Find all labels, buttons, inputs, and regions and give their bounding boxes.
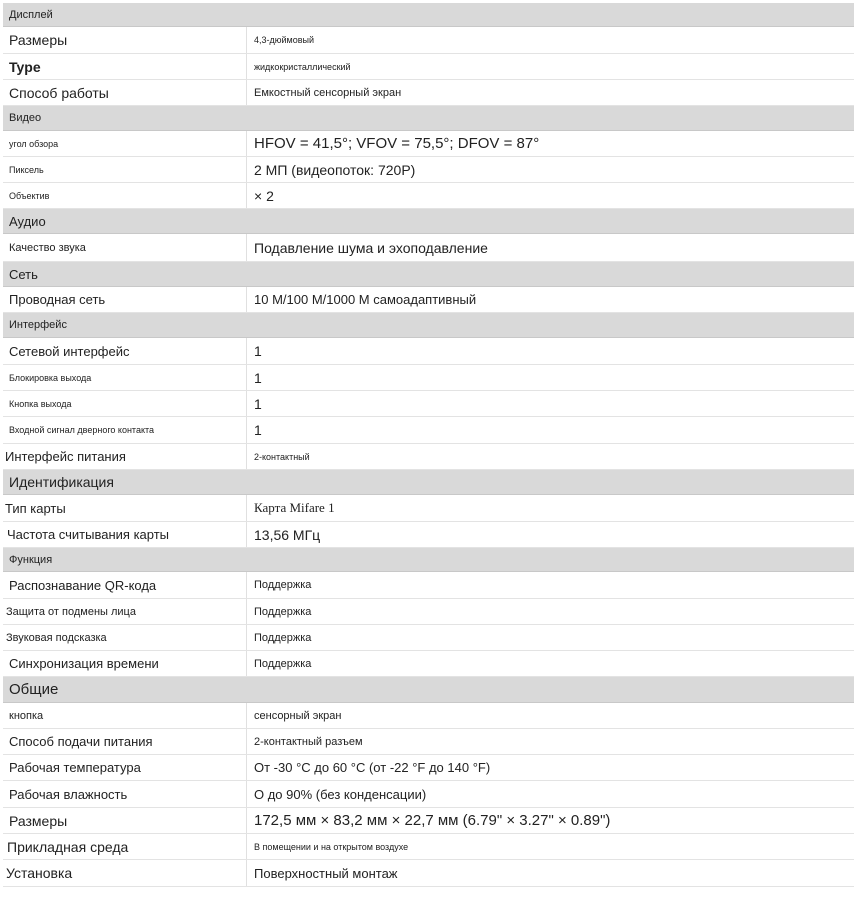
table-row	[3, 54, 854, 80]
row-label: Блокировка выхода	[9, 372, 92, 383]
table-row	[3, 131, 854, 157]
section-title: Аудио	[9, 213, 46, 229]
row-value: О до 90% (без конденсации)	[246, 781, 854, 807]
row-value: сенсорный экран	[246, 703, 854, 728]
row-label: Входной сигнал дверного контакта	[9, 425, 155, 435]
table-row	[3, 860, 854, 887]
table-row	[3, 729, 854, 755]
row-label: Проводная сеть	[9, 292, 106, 307]
row-value: Емкостный сенсорный экран	[246, 80, 854, 105]
table-row	[3, 338, 854, 365]
row-label: угол обзора	[9, 138, 59, 149]
row-label: Сетевой интерфейс	[9, 343, 130, 359]
row-value: 1	[246, 365, 854, 390]
table-row	[3, 625, 854, 651]
row-label: Рабочая влажность	[9, 786, 128, 802]
row-value: Поддержка	[246, 625, 854, 650]
row-value: 13,56 МГц	[246, 522, 854, 547]
section-title: Интерфейс	[9, 319, 67, 331]
section-header-video	[3, 106, 854, 131]
row-value: От -30 °C до 60 °C (от -22 °F до 140 °F)	[246, 755, 854, 780]
row-label: Частота считывания карты	[7, 527, 170, 542]
section-title: Сеть	[9, 266, 38, 282]
row-label: Type	[9, 58, 41, 75]
spec-table	[3, 3, 854, 887]
section-header-interface	[3, 313, 854, 338]
section-header-identification	[3, 470, 854, 495]
table-row	[3, 234, 854, 262]
row-value: жидкокристаллический	[246, 54, 854, 79]
table-row	[3, 755, 854, 781]
row-label: Размеры	[9, 32, 68, 48]
row-label: Способ работы	[9, 84, 109, 101]
row-label: Рабочая температура	[9, 760, 141, 775]
row-value: Карта Mifare 1	[246, 495, 854, 521]
table-row	[3, 417, 854, 444]
table-row	[3, 391, 854, 417]
table-row	[3, 703, 854, 729]
table-row	[3, 522, 854, 548]
row-label: Качество звука	[9, 241, 86, 254]
row-value: 4,3-дюймовый	[246, 27, 854, 53]
row-label: кнопка	[9, 709, 44, 722]
row-value: × 2	[246, 183, 854, 208]
section-header-display	[3, 3, 854, 27]
row-value: Поверхностный монтаж	[246, 860, 854, 886]
section-header-general	[3, 677, 854, 703]
row-label: Прикладная среда	[7, 838, 129, 855]
row-label: Размеры	[9, 812, 68, 829]
table-row	[3, 80, 854, 106]
row-label: Объектив	[9, 190, 50, 201]
row-value: 2 МП (видеопоток: 720P)	[246, 157, 854, 182]
row-label: Звуковая подсказка	[6, 631, 107, 644]
table-row	[3, 183, 854, 209]
table-row	[3, 157, 854, 183]
row-label: Кнопка выхода	[9, 398, 72, 409]
table-row	[3, 444, 854, 470]
row-value: 1	[246, 391, 854, 416]
row-label: Синхронизация времени	[9, 656, 159, 671]
section-title: Функция	[9, 553, 53, 566]
row-value: 2-контактный	[246, 444, 854, 469]
row-value: HFOV = 41,5°; VFOV = 75,5°; DFOV = 87°	[246, 131, 854, 156]
table-row	[3, 781, 854, 808]
section-title: Идентификация	[9, 474, 114, 490]
row-value: 10 М/100 М/1000 М самоадаптивный	[246, 287, 854, 312]
row-label: Пиксель	[9, 164, 44, 175]
table-row	[3, 495, 854, 522]
section-header-function	[3, 548, 854, 572]
row-label: Интерфейс питания	[5, 449, 126, 464]
row-value: Поддержка	[246, 572, 854, 598]
table-row	[3, 365, 854, 391]
row-value: 1	[246, 338, 854, 364]
table-row	[3, 808, 854, 834]
section-title: Дисплей	[9, 8, 53, 21]
row-label: Защита от подмены лица	[6, 605, 136, 618]
row-label: Установка	[6, 865, 73, 881]
table-row	[3, 834, 854, 860]
row-label: Распознавание QR-кода	[9, 577, 157, 593]
row-value: Поддержка	[246, 651, 854, 676]
section-header-network	[3, 262, 854, 287]
section-header-audio	[3, 209, 854, 234]
row-value: 172,5 мм × 83,2 мм × 22,7 мм (6.79" × 3.27" × 0.89")	[246, 808, 854, 833]
section-title: Общие	[9, 681, 59, 698]
table-row	[3, 599, 854, 625]
row-label: Способ подачи питания	[9, 734, 153, 749]
table-row	[3, 572, 854, 599]
table-row	[3, 27, 854, 54]
table-row	[3, 651, 854, 677]
row-value: Подавление шума и эхоподавление	[246, 234, 854, 261]
row-value: 2-контактный разъем	[246, 729, 854, 754]
row-label: Тип карты	[5, 500, 66, 516]
row-value: 1	[246, 417, 854, 443]
table-row	[3, 287, 854, 313]
section-title: Видео	[9, 112, 42, 124]
row-value: В помещении и на открытом воздухе	[246, 834, 854, 859]
row-value: Поддержка	[246, 599, 854, 624]
